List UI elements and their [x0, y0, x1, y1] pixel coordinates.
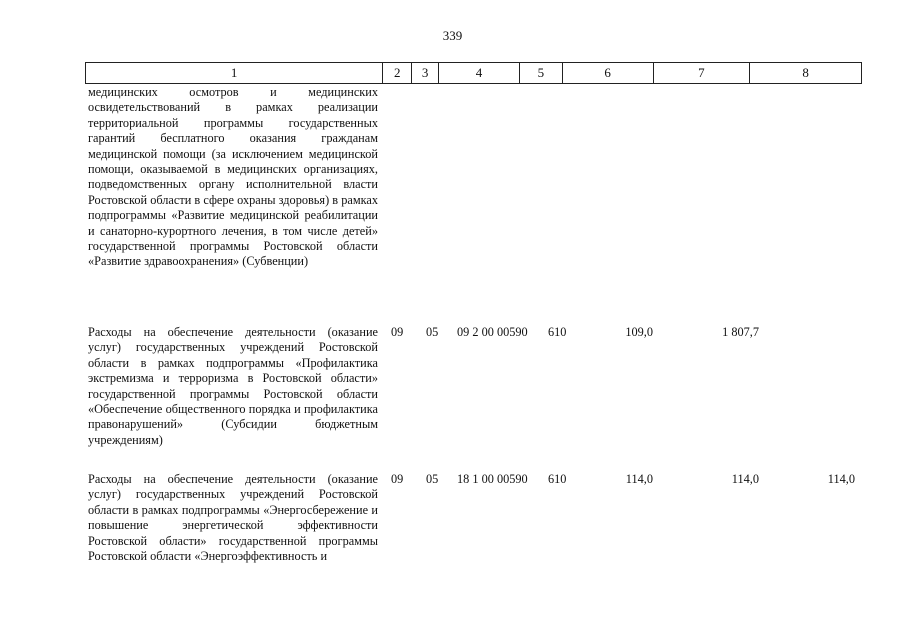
column-header-6: 6 — [563, 63, 654, 83]
table-header — [85, 62, 862, 84]
column-header-5: 5 — [520, 63, 563, 83]
row-subsection: 05 — [426, 472, 439, 486]
column-header-1: 1 — [86, 63, 383, 83]
column-header-8: 8 — [802, 65, 809, 80]
row-value-8: 114,0 — [827, 472, 855, 486]
row-section: 09 — [391, 472, 404, 486]
row-target-code: 09 2 00 00590 — [457, 325, 528, 339]
row-description: медицинских осмотров и медицинских освидетельствований в рамках реализации территориальной программы государственных гарантий бесплатного оказания гражданам медицинской помощи (за исключением медицинской помощи, оказываемой в медицинских организациях, подведомственных органу исполнительной власти Ростовской области в сфере охраны здоровья) в рамках подпрограммы «Развитие медицинской реабилитации и санаторно-курортного лечения, в том числе детей» государственной программы Ростовской области «Развитие здравоохранения» (Субвенции) — [88, 85, 378, 269]
row-value-6: 109,0 — [625, 325, 653, 339]
column-header-4: 4 — [439, 63, 520, 83]
page-number: 339 — [442, 28, 463, 43]
row-description: Расходы на обеспечение деятельности (оказание услуг) государственных учреждений Ростовской области в рамках подпрограммы «Профилактика экстремизма и терроризма в Ростовской области» государственной программы Ростовской области «Обеспечение общественного порядка и профилактика правонарушений» (Субсидии бюджетным учреждениям) — [88, 325, 378, 447]
row-value-7: 1 807,7 — [722, 325, 759, 339]
row-target-code: 18 1 00 00590 — [457, 472, 528, 486]
column-header-7: 7 — [654, 63, 751, 83]
row-value-6: 114,0 — [625, 472, 653, 486]
column-header-2: 2 — [383, 63, 412, 83]
row-value-7: 114,0 — [731, 472, 759, 486]
row-subsection: 05 — [426, 325, 439, 339]
row-expense-type: 610 — [548, 325, 567, 339]
row-description: Расходы на обеспечение деятельности (оказание услуг) государственных учреждений Ростовской области в рамках подпрограммы «Энергосбережение и повышение энергетической эффективности Ростовской области» государственной программы Ростовской области «Энергоэффективность и — [88, 472, 378, 564]
row-expense-type: 610 — [548, 472, 567, 486]
row-section: 09 — [391, 325, 404, 339]
column-header-3: 3 — [412, 63, 439, 83]
